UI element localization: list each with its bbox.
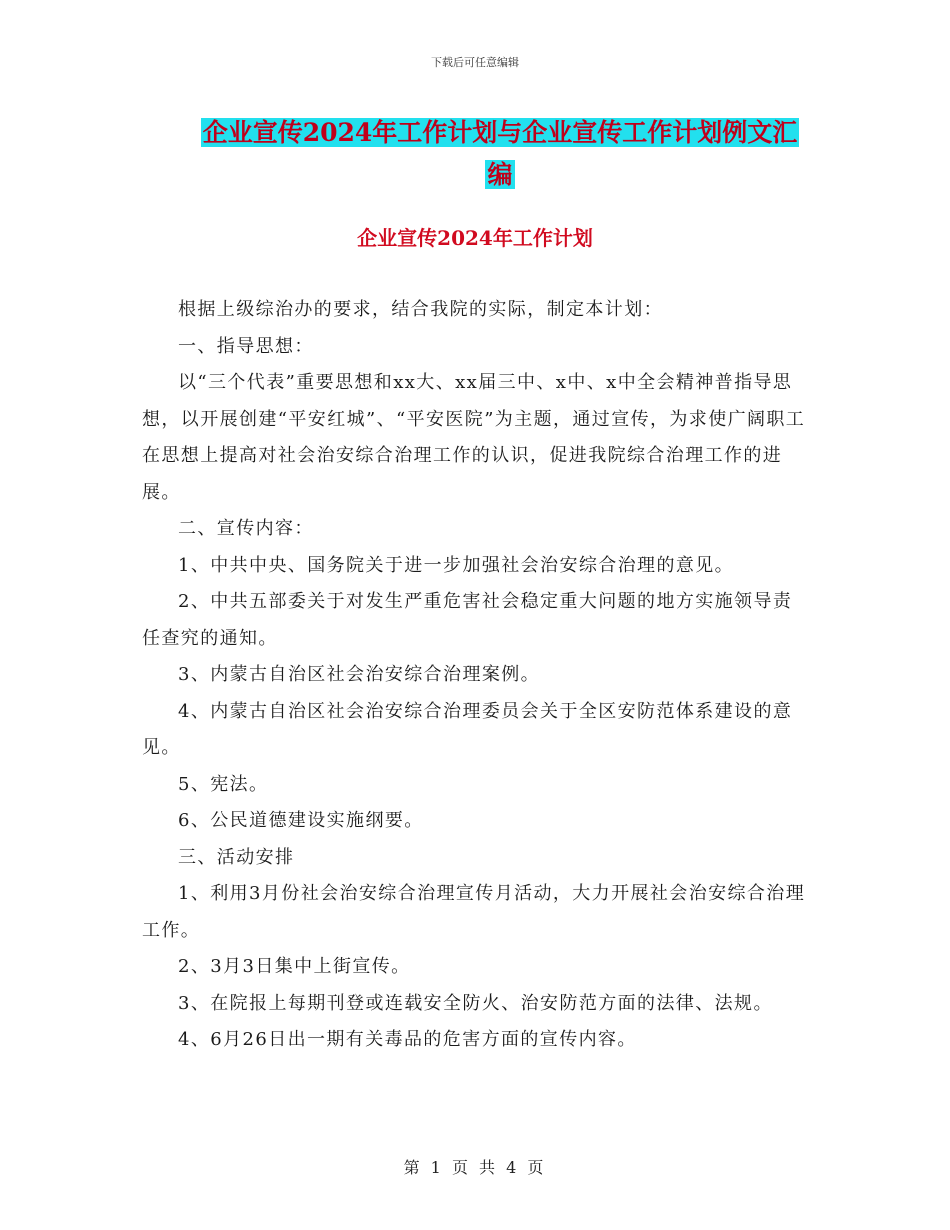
document-body bbox=[142, 292, 806, 1059]
paragraph: 3、在院报上每期刊登或连载安全防火、治安防范方面的法律、法规。 bbox=[178, 992, 773, 1014]
paragraph: 二、宣传内容： bbox=[178, 518, 314, 539]
page-number-footer: 第 1 页 共 4 页 bbox=[403, 1158, 547, 1177]
document-title-line-1: 企业宣传2024年工作计划与企业宣传工作计划例文汇 bbox=[202, 118, 798, 147]
document-title bbox=[185, 112, 815, 196]
paragraph: 1、中共中央、国务院关于进一步加强社会治安综合治理的意见。 bbox=[178, 554, 735, 576]
paragraph: 以“三个代表”重要思想和xx大、xx届三中、x中、x中全会精神普指导思想，以开展创建“平安红城”、“平安医院”为主题，通过宣传，为求使广阔职工在思想上提高对社会治安综合治理工作的认识，促进我院综合治理工作的进展。 bbox=[142, 372, 806, 503]
paragraph: 1、利用3月份社会治安综合治理宣传月活动，大力开展社会治安综合治理工作。 bbox=[142, 883, 806, 941]
paragraph: 一、指导思想： bbox=[178, 335, 314, 357]
paragraph: 6、公民道德建设实施纲要。 bbox=[178, 810, 424, 831]
page-header-note: 下载后可任意编辑 bbox=[431, 56, 519, 69]
paragraph: 5、宪法。 bbox=[178, 773, 269, 795]
paragraph: 4、6月26日出一期有关毒品的危害方面的宣传内容。 bbox=[178, 1029, 637, 1050]
section-title: 企业宣传2024年工作计划 bbox=[357, 226, 593, 250]
paragraph: 2、3月3日集中上街宣传。 bbox=[178, 956, 411, 977]
paragraph: 根据上级综治办的要求，结合我院的实际，制定本计划： bbox=[178, 299, 663, 320]
document-title-line-2: 编 bbox=[487, 160, 513, 189]
paragraph: 2、中共五部委关于对发生严重危害社会稳定重大问题的地方实施领导责任查究的通知。 bbox=[142, 591, 793, 649]
paragraph: 3、内蒙古自治区社会治安综合治理案例。 bbox=[178, 664, 541, 685]
paragraph: 三、活动安排 bbox=[178, 846, 295, 868]
paragraph: 4、内蒙古自治区社会治安综合治理委员会关于全区安防范体系建设的意见。 bbox=[142, 700, 793, 758]
